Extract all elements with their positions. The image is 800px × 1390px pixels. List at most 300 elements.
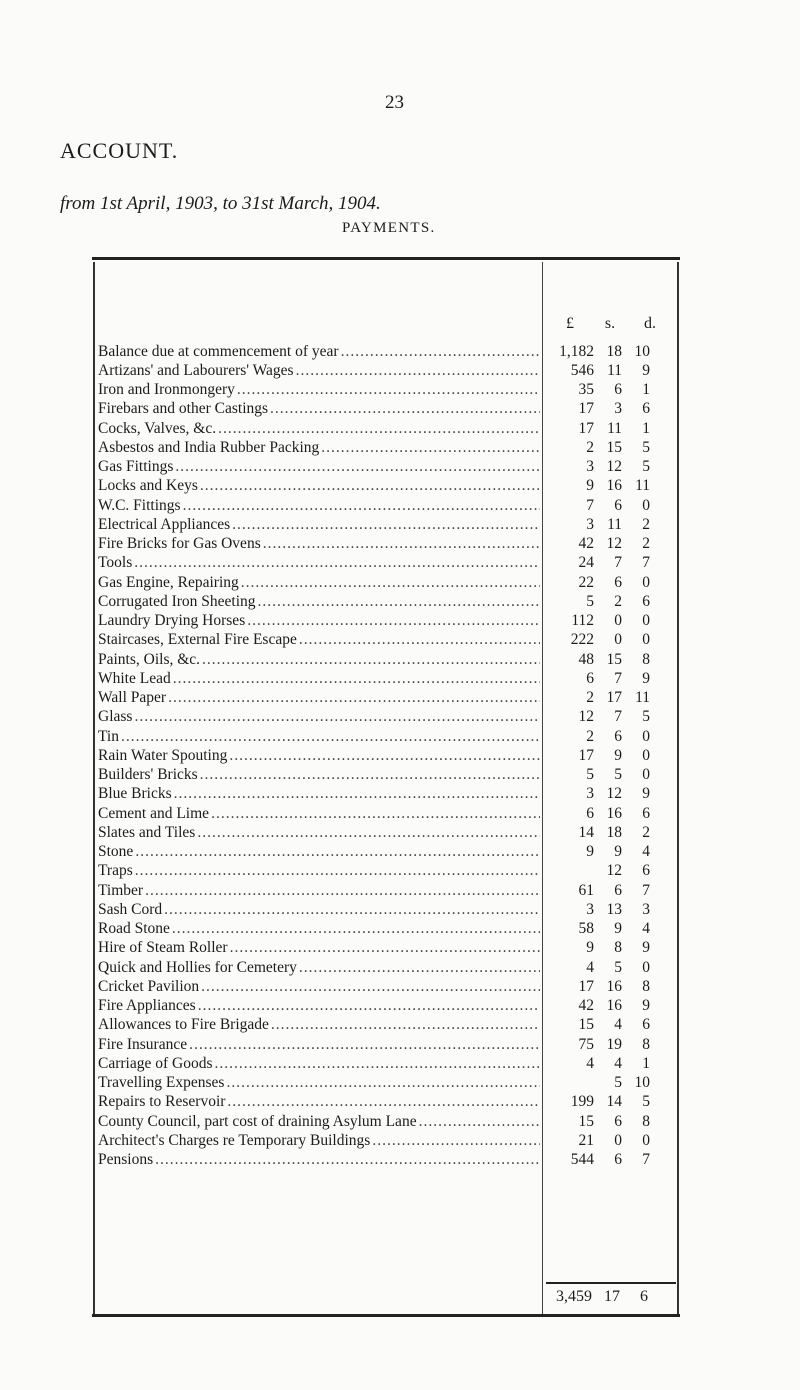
dot-leader [247,612,540,630]
item-pounds [546,862,594,880]
item-label: Carriage of Goods [98,1054,213,1072]
table-row [98,496,678,515]
item-shillings: 16 [606,804,622,822]
item-description [98,554,540,572]
item-pence: 0 [642,746,650,764]
item-label: Hire of Steam Roller [98,939,228,957]
item-pounds: 6 [586,669,594,687]
item-pence: 2 [642,823,650,841]
item-pence: 5 [642,438,650,456]
item-pounds: 4 [586,958,594,976]
item-shillings: 14 [606,1093,622,1111]
item-label: Fire Bricks for Gas Ovens [98,535,261,553]
table-row [98,1112,678,1131]
period-subtitle: from 1st April, 1903, to 31st March, 1904. [60,193,381,214]
item-shillings: 12 [606,862,622,880]
item-label: Cricket Pavilion [98,977,200,995]
item-label: Tin [98,727,119,745]
table-row [98,804,678,823]
shillings-header: s. [604,315,616,332]
table-row [98,727,678,746]
item-label: Corrugated Iron Sheeting [98,592,256,610]
page-number: 23 [385,92,404,113]
item-amount [546,689,678,707]
item-description [98,343,540,361]
table-top-rule [92,257,680,260]
item-amount [546,651,678,669]
item-label: Fire Insurance [98,1035,188,1053]
item-pence: 8 [642,650,650,668]
item-pounds: 1,182 [559,342,594,360]
total-shillings: 17 [604,1288,620,1305]
item-shillings: 18 [606,823,622,841]
item-shillings: 2 [614,592,622,610]
table-row [98,592,678,611]
item-pounds: 21 [578,1131,594,1149]
total-pounds: 3,459 [556,1288,592,1305]
item-pounds: 5 [586,592,594,610]
item-pounds: 17 [578,977,594,995]
dot-leader [200,766,540,784]
item-amount [546,343,678,361]
item-amount [546,978,678,996]
item-amount [546,1113,678,1131]
item-pence: 2 [642,535,650,553]
item-pence: 0 [642,958,650,976]
table-row [98,1054,678,1073]
item-label: Traps [98,862,133,880]
table-row [98,689,678,708]
table-row [98,1093,678,1112]
item-pence: 1 [642,419,650,437]
item-description [98,535,540,553]
item-shillings: 16 [606,977,622,995]
item-description [98,1074,540,1092]
item-amount [546,959,678,977]
item-label: Allowances to Fire Brigade [98,1016,269,1034]
table-row [98,958,678,977]
dot-leader [226,1074,540,1092]
total-amount [544,1288,676,1306]
item-description [98,939,540,957]
item-pence: 7 [642,1151,650,1169]
dot-leader [232,516,540,534]
table-row [98,920,678,939]
item-description [98,458,540,476]
item-shillings: 6 [614,881,622,899]
item-description [98,1036,540,1054]
item-pounds: 546 [570,361,594,379]
table-row [98,1151,678,1170]
item-pounds: 199 [570,1093,594,1111]
item-label: Locks and Keys [98,477,198,495]
item-description [98,997,540,1015]
item-label: Fire Appliances [98,997,196,1015]
item-label: W.C. Fittings [98,496,181,514]
item-pence: 7 [642,881,650,899]
item-shillings: 13 [606,900,622,918]
item-pence: 5 [642,1093,650,1111]
item-description [98,843,540,861]
item-amount [546,477,678,495]
item-label: Iron and Ironmongery [98,381,235,399]
item-pence: 2 [642,515,650,533]
item-label: Cement and Lime [98,804,210,822]
item-pence: 6 [642,1016,650,1034]
dot-leader [134,708,540,726]
item-description [98,882,540,900]
item-shillings: 16 [606,997,622,1015]
item-label: Timber [98,881,144,899]
item-shillings: 17 [606,689,622,707]
table-row [98,766,678,785]
item-shillings: 7 [614,554,622,572]
item-description [98,574,540,592]
item-pence: 0 [642,573,650,591]
table-row [98,746,678,765]
dot-leader [197,824,540,842]
item-amount [546,824,678,842]
item-amount [546,439,678,457]
section-heading: PAYMENTS. [342,220,436,236]
dot-leader [164,901,540,919]
item-shillings: 6 [614,1112,622,1130]
item-pounds: 4 [586,1054,594,1072]
item-pence: 8 [642,977,650,995]
item-pounds: 42 [578,997,594,1015]
dot-leader [211,805,540,823]
item-pence: 9 [642,997,650,1015]
table-row [98,554,678,573]
table-row [98,573,678,592]
item-shillings: 0 [614,1131,622,1149]
item-pence: 10 [634,342,650,360]
item-shillings: 6 [614,381,622,399]
table-row [98,477,678,496]
item-label: Blue Bricks [98,785,172,803]
item-shillings: 12 [606,785,622,803]
item-label: Firebars and other Castings [98,400,269,418]
table-row [98,862,678,881]
table-bottom-rule [92,1314,680,1317]
item-amount [546,535,678,553]
table-row [98,939,678,958]
item-description [98,901,540,919]
item-amount [546,997,678,1015]
item-description [98,651,540,669]
item-amount [546,1036,678,1054]
item-label: White Lead [98,669,171,687]
item-label: Repairs to Reservoir [98,1093,226,1111]
item-pence: 4 [642,920,650,938]
dot-leader [200,477,540,495]
item-pounds: 3 [586,785,594,803]
item-description [98,978,540,996]
item-label: Rain Water Spouting [98,746,228,764]
item-pounds [546,1074,594,1092]
item-label: Laundry Drying Horses [98,612,246,630]
dot-leader [202,651,540,669]
item-shillings: 18 [606,342,622,360]
dot-leader [230,939,540,957]
dot-leader [155,1151,540,1169]
item-shillings: 12 [606,535,622,553]
table-row [98,1016,678,1035]
item-shillings: 11 [607,515,622,533]
item-label: Electrical Appliances [98,515,231,533]
table-row [98,515,678,534]
item-pence: 1 [642,1054,650,1072]
item-shillings: 7 [614,708,622,726]
table-row [98,612,678,631]
table-row [98,631,678,650]
item-amount [546,670,678,688]
dot-leader [189,1036,540,1054]
item-description [98,612,540,630]
item-shillings: 11 [607,361,622,379]
item-description [98,1132,540,1150]
table-row [98,997,678,1016]
item-description [98,747,540,765]
item-pounds: 5 [586,766,594,784]
dot-leader [135,862,540,880]
item-amount [546,458,678,476]
payments-list [98,342,678,1170]
item-pounds: 12 [578,708,594,726]
item-pence: 7 [642,554,650,572]
dot-leader [237,381,540,399]
item-pence: 10 [634,1074,650,1092]
item-pence: 9 [642,939,650,957]
dot-leader [218,420,540,438]
table-row [98,785,678,804]
item-pounds: 9 [586,843,594,861]
item-description [98,1151,540,1169]
table-row [98,1035,678,1054]
table-row [98,342,678,361]
dot-leader [341,343,540,361]
item-amount [546,400,678,418]
item-pounds: 222 [570,631,594,649]
item-pence: 4 [642,843,650,861]
item-label: Gas Engine, Repairing [98,573,239,591]
item-description [98,1016,540,1034]
item-label: Sash Cord [98,900,163,918]
item-amount [546,766,678,784]
item-description [98,420,540,438]
total-rule [546,1282,676,1284]
table-row [98,650,678,669]
item-description [98,920,540,938]
item-label: Glass [98,708,133,726]
item-pence: 6 [642,862,650,880]
item-pounds: 17 [578,419,594,437]
item-shillings: 7 [614,669,622,687]
item-label: Balance due at commencement of year [98,342,339,360]
item-description [98,362,540,380]
item-pounds: 22 [578,573,594,591]
item-amount [546,631,678,649]
item-label: Paints, Oils, &c. [98,650,201,668]
item-pounds: 17 [578,400,594,418]
dot-leader [296,362,540,380]
table-row [98,1131,678,1150]
item-label: Tools [98,554,133,572]
item-pence: 0 [642,1131,650,1149]
item-shillings: 4 [614,1054,622,1072]
item-shillings: 9 [614,920,622,938]
item-label: County Council, part cost of draining Asylum Lane [98,1112,417,1130]
pence-header: d. [644,315,656,332]
item-pounds: 3 [586,515,594,533]
item-description [98,824,540,842]
item-shillings: 0 [614,631,622,649]
item-description [98,766,540,784]
item-amount [546,1055,678,1073]
item-pounds: 61 [578,881,594,899]
item-amount [546,516,678,534]
item-pounds: 24 [578,554,594,572]
item-amount [546,920,678,938]
table-row [98,400,678,419]
item-pence: 6 [642,400,650,418]
dot-leader [175,458,540,476]
item-label: Asbestos and India Rubber Packing [98,438,320,456]
dot-leader [229,747,540,765]
total-pence: 6 [640,1288,648,1305]
dot-leader [135,843,540,861]
item-pence: 5 [642,458,650,476]
item-shillings: 6 [614,496,622,514]
item-shillings: 15 [606,650,622,668]
item-pence: 9 [642,785,650,803]
item-pounds: 17 [578,746,594,764]
item-shillings: 15 [606,438,622,456]
item-description [98,400,540,418]
dot-leader [168,689,540,707]
item-amount [546,747,678,765]
item-description [98,593,540,611]
table-row [98,669,678,688]
table-row [98,900,678,919]
item-pounds: 9 [586,939,594,957]
item-pounds: 35 [578,381,594,399]
item-description [98,862,540,880]
item-pounds: 3 [586,458,594,476]
dot-leader [270,400,540,418]
item-shillings: 5 [614,1074,622,1092]
item-pounds: 2 [586,727,594,745]
item-shillings: 4 [614,1016,622,1034]
item-shillings: 6 [614,727,622,745]
item-shillings: 0 [614,612,622,630]
item-description [98,477,540,495]
table-row [98,977,678,996]
item-amount [546,497,678,515]
item-amount [546,805,678,823]
item-description [98,728,540,746]
dot-leader [271,1016,540,1034]
item-pence: 9 [642,361,650,379]
item-description [98,670,540,688]
dot-leader [172,920,540,938]
item-description [98,959,540,977]
item-amount [546,381,678,399]
item-description [98,785,540,803]
item-shillings: 3 [614,400,622,418]
item-amount [546,882,678,900]
item-label: Gas Fittings [98,458,174,476]
item-label: Stone [98,843,134,861]
table-row [98,419,678,438]
item-amount [546,939,678,957]
dot-leader [299,631,540,649]
item-pence: 3 [642,900,650,918]
table-row [98,361,678,380]
item-pence: 8 [642,1112,650,1130]
table-row [98,1074,678,1093]
item-label: Staircases, External Fire Escape [98,631,297,649]
item-pence: 0 [642,496,650,514]
item-amount [546,362,678,380]
item-pence: 1 [642,381,650,399]
item-description [98,497,540,515]
dot-leader [145,882,540,900]
item-pence: 5 [642,708,650,726]
item-amount [546,728,678,746]
item-pounds: 58 [578,920,594,938]
dot-leader [201,978,540,996]
dot-leader [241,574,540,592]
item-pence: 0 [642,727,650,745]
item-description [98,1055,540,1073]
item-pounds: 15 [578,1016,594,1034]
item-label: Wall Paper [98,689,167,707]
item-shillings: 6 [614,573,622,591]
item-shillings: 8 [614,939,622,957]
dot-leader [183,497,540,515]
item-label: Builders' Bricks [98,766,198,784]
item-description [98,708,540,726]
table-row [98,535,678,554]
dot-leader [227,1093,540,1111]
item-pence: 6 [642,804,650,822]
dot-leader [215,1055,541,1073]
item-label: Cocks, Valves, &c. [98,419,217,437]
item-amount [546,593,678,611]
item-pounds: 2 [586,689,594,707]
item-shillings: 11 [607,419,622,437]
item-amount [546,843,678,861]
item-label: Artizans' and Labourers' Wages [98,361,294,379]
item-pounds: 7 [586,496,594,514]
item-amount [546,612,678,630]
item-pounds: 9 [586,477,594,495]
item-pence: 0 [642,631,650,649]
item-shillings: 19 [606,1035,622,1053]
item-shillings: 5 [614,958,622,976]
account-title: ACCOUNT. [60,138,179,163]
table-left-border [93,262,95,1314]
item-amount [546,901,678,919]
item-pence: 0 [642,612,650,630]
item-shillings: 6 [614,1151,622,1169]
item-pence: 6 [642,592,650,610]
dot-leader [198,997,540,1015]
item-label: Pensions [98,1151,154,1169]
item-description [98,631,540,649]
item-shillings: 5 [614,766,622,784]
